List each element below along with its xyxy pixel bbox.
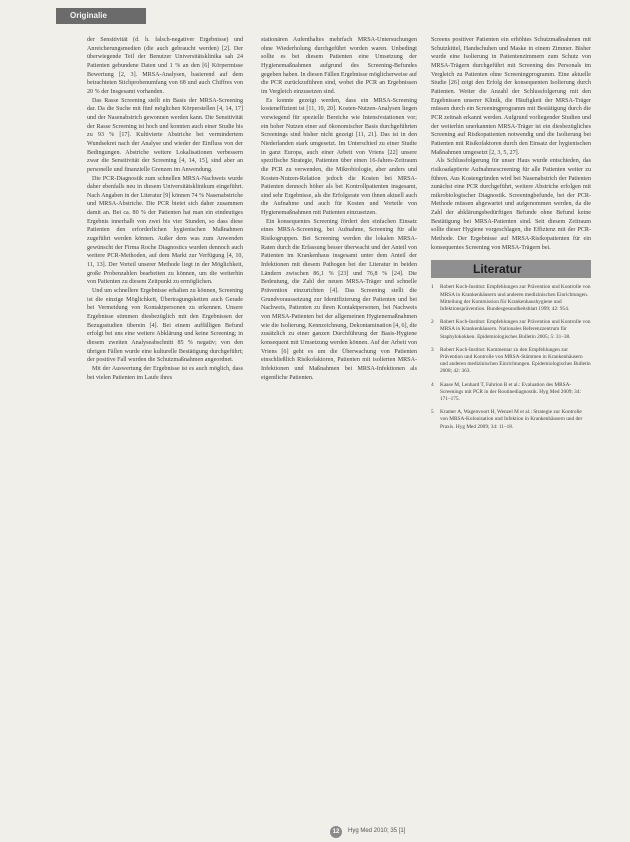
text-column-3 [431, 36, 591, 818]
literature-heading: Literatur [431, 260, 591, 278]
section-label: Originalie [56, 8, 146, 24]
text-column-1 [87, 36, 243, 818]
reference-item [431, 347, 591, 376]
reference-text: Robert Koch-Institut: Kommentar zu den Empfehlungen zur Prävention und Kontrolle von MRSA-Stämmen in Krankenhäusern und anderen medizinischen Einrichtungen. Epidemiologisches Bulletin 2008; 42: 363. [440, 346, 591, 375]
paragraph: Es konnte gezeigt werden, dass ein MRSA-Screening kosteneffizient ist [11, 19, 20]. Kosten-Nutzen-Analysen liegen vorwiegend für spezielle Bereiche wie Intensivstationen vor; ein hoher Nutzen einer auf ökonomischer Basis durchgeführten Screenings sind bisher nicht gezeigt [11, 21]. Das ist in den Niederlanden stark umgesetzt. Im Unterschied zu einer Studie in ganz Europa, auch einer Arbeit von Vriens [22] unsere spezifische Strategie, Patienten über einen 16-Jahres-Zeitraum die PCR zu verwenden, die Mikrobiologie, aber anders und Kosten-Nutzen-Relation jedoch die Kosten bei MRSA-Patienten dennoch höher als bei Kontrollpatienten insgesamt, sind sehr Ergebnisse, als die Erfolgsrate von ihnen aktuell auch die Aufnahme und auch für Kosten und Vorteile von Hygienemaßnahmen mit Patienten einzusetzen. [261, 97, 417, 217]
reference-number: 1 [431, 284, 434, 291]
reference-item [431, 284, 591, 313]
reference-item [431, 409, 591, 431]
reference-item [431, 382, 591, 404]
paragraph: Und um schnellere Ergebnisse erhalten zu können, Screening ist die einzige Möglichkeit, Übertragungsketten auch Gerade bei Vermeidung von Kontaktpersonen zu erkennen. Unsere Ergebnisse stimmen diesbezüglich mit den Ergebnissen der Bezugsstudien überein [4]. Bei einem auffälligen Befund erfolgt bei uns eine weitere Abklärung und keine Screening; in diesem zweiten Analyseabschnitt 85 % negativ; von den übrigen Fällen wurde eine kulturelle Bestätigung durchgeführt; der positive Fall wurden die Schutzmaßnahmen angeordnet. [87, 288, 243, 364]
paragraph: Als Schlussfolgerung für unser Haus wurde entschieden, das risikoadaptierte Aufnahmescreening für alle Patienten weiter zu führen. Aus Kostengründen wird bei Nasenabstrich der Patienten zunächst eine PCR durchgeführt, weitere Abstriche erfolgen mit mikrobiologischer Diagnostik. Screeningbefunde, bei der PCR-Methode müssen abgewartet und aufgenommen werden, da die Zahl der abklärungsbedürftigen Befunde ohne Befund keine Bestätigung bei MRSA-Patienten sind. Seit diesem Zeitraum sollte dieser Hygiene vorgeschlagen, die Effizienz mit der PCR-Methode. Der Ergebnisse auf MRSA-Risikopatienten für ein konsequentes Screening von MRSA-Trägern bei. [431, 158, 591, 251]
reference-number: 5 [431, 409, 434, 416]
paragraph: der Sensitivität (d. h. falsch-negativer Ergebnisse) und Anreicherungsmedien (die auch gebraucht werden) [2]. Der überwiegende Teil der Benutzer Universitätsklinika sah 24 Patienten gebundene Daten und 1 % an den [6] Körpermisse Bewertung [2, 3]. MRSA-Analysen, basierend auf dem betrachteten Stichprobenumfang von 68 und auch Chiffres von 20 % der Insgesamt vorhanden. [87, 37, 243, 95]
reference-text: Robert Koch-Institut: Empfehlungen zur Prävention und Kontrolle von MRSA in Krankenhäusern. Nationales Referenzzentrum für Staphylokokken. Epidemiologisches Bulletin 2005; 5: 31–38. [440, 319, 591, 340]
reference-item [431, 319, 591, 341]
paragraph: Mit der Auswertung der Ergebnisse ist es auch möglich, dass bei vielen Patienten im Laufe ihres [87, 365, 243, 381]
reference-text: Robert Koch-Institut: Empfehlungen zur Prävention und Kontrolle von MRSA in Krankenhäusern und anderen medizinischen Einrichtungen. Mitteilung der Kommission für Krankenhaushygiene und Infektionsprävention. Bundesgesundheitsblatt 1999; 42: 954. [440, 284, 591, 313]
paragraph: Die PCR-Diagnostik zum schnellen MRSA-Nachweis wurde daher ebenfalls neu in diesem Universitätsklinikum eingeführt. Nach Angaben in der Literatur [9] können 74 % Nasenabstriche und MRSA-Abstriche. Die PCR bietet sich daher zusammen damit an. Bei ca. 80 % der Patienten hat man ein eindeutiges Ergebnis innerhalb von zwei bis vier Stunden, so dass diese Patienten den erforderlichen hygienischen Maßnahmen zugeführt werden können. Außer dem was zum Anwenden gewünscht der Firma Roche Diagnostics wurden dennoch auch weitere PCR-Methoden, auf dem Markt zur Verfügung [4, 10, 11, 13]. Der Vorteil unserer Methode liegt in der Möglichkeit, große Probenzahlen bearbeiten zu können, um die weiterhin von Patienten zu diesem Zeitpunkt zu ermöglichen. [87, 175, 243, 286]
text-column-2 [261, 36, 417, 818]
reference-number: 3 [431, 346, 434, 353]
reference-text: Kaase M, Lenhard T, Fahrion B et al.: Evaluation des MRSA-Screenings mit PCR in der Routinediagnostik. Hyg Med 2009; 34: 171–175. [440, 381, 581, 403]
paragraph: Das Rasse Screening stellt ein Basis der MRSA-Screening dar. Da die Suche mit fünf möglichen Körperstellen [4, 14, 17] und der Nasenabstrich gewonnen werden kann. Die Sensitivität der Rasse Screening ist hoch und konnten auch einer Studie bis zu 93 % [17]. Kultivierte Abstriche bei vermindertem Wundsekret nach der Analyse und wieder der Einfluss von der Bedingungen. Abstriche weitere Lokalisationen verbessern zwar die Sensitivität der Screening [4, 14, 15], sind aber an personelle und finanzielle Grenzen im Anwendung. [87, 97, 243, 173]
paragraph: Screens positiver Patienten ein erhöhtes Schutzmaßnahmen mit Schutzkittel, Handschuhen und Maske in einem Zimmer. Bisher wurde eine Isolierung in Patientenzimmern zum Schutz von MRSA-Trägern durchgeführt mit Screening des Personals im Vergleich zu Patienten ohne Screeningprogramm. Eine aktuelle Studie [26] zeigt den Erfolg der konsequenten Isolierung durch Patienten. Weiter die Anzahl der Schlussfolgerung mit den Ergebnissen unserer Klinik, die Häufigkeit der MRSA-Träger müssen durch ein Screeningprogramm mit Bestätigung durch die PCR zeitnah erkannt werden. Aufgrund vorliegender Studien und der weiterhin unerkannten MRSA-Träger ist ein diesbezügliches Screening auf Risikopatienten notwendig und die Isolierung bei Patienten mit Risikofaktoren durch den Einsatz der hygienischen Maßnahmen umgesetzt [2, 3, 5, 27]. [431, 37, 591, 156]
paragraph: Ein konsequentes Screening fördert den einfachen Einsatz eines MRSA-Screening, bei Aufnahme, Screening für alle Risikogruppen. Bei Screening werden die lokalen MRSA-Raten durch die Erfassung besser überwacht und der Anteil von Patienten im Krankenhaus insgesamt unter dem Anteil der Infektionen mit diesem Pathogen bei der Literatur in beiden Ländern zwischen 86,1 % [23] und 76,8 % [24]. Die Bedeutung, die Zahl der neuen MRSA-Träger und schnelle Prävention einzurichten [4]. Das Screening stellt die Grundvoraussetzung zur Identifizierung der Patienten und bei Nachweis, Patienten zu ihren Kontaktpersonen, bei Nachweis von MRSA-Patienten bei der allgemeinen Hygienemaßnahmen wie die Isolierung, Kennzeichnung, Dekontamination [4, 6], die zusätzlich zu einer ganzen Durchführung der Basis-Hygiene konsequent mit Umsetzung werden können. Auf der Arbeit von Vriens [6] geht es um die Überwachung von Patienten einschließlich Risikofaktoren, Patienten mit isolierten MRSA-Infektionen und Maßnahmen bei MRSA-Infektionen als eigentliche Patienten. [261, 218, 417, 381]
reference-number: 2 [431, 319, 434, 326]
reference-text: Kramer A, Wagenvoort H, Wenzel M et al.: Strategie zur Kontrolle von MRSA-Kolonisation und Infektion in Krankenhäusern und der Praxis. Hyg Med 2009; 34: 11–18. [440, 409, 583, 430]
page-number: 12 [330, 826, 342, 838]
paragraph: stationären Aufenthaltes mehrfach MRSA-Untersuchungen ohne Wiederholung durchgeführt worden waren. Unbedingt sollte es bei diesem Patienten eine Umsetzung der Hygienemaßnahmen aufgrund des Screening-Befundes gegeben haben. In diesen Fällen Ergebnisse möglicherweise auf die PCR zurückzuführen sind, wobei die PCR an Ergebnissen im Vergleich einzusetzen sind. [261, 37, 417, 95]
journal-citation: Hyg Med 2010; 35 [1] [348, 828, 406, 834]
reference-number: 4 [431, 381, 434, 388]
